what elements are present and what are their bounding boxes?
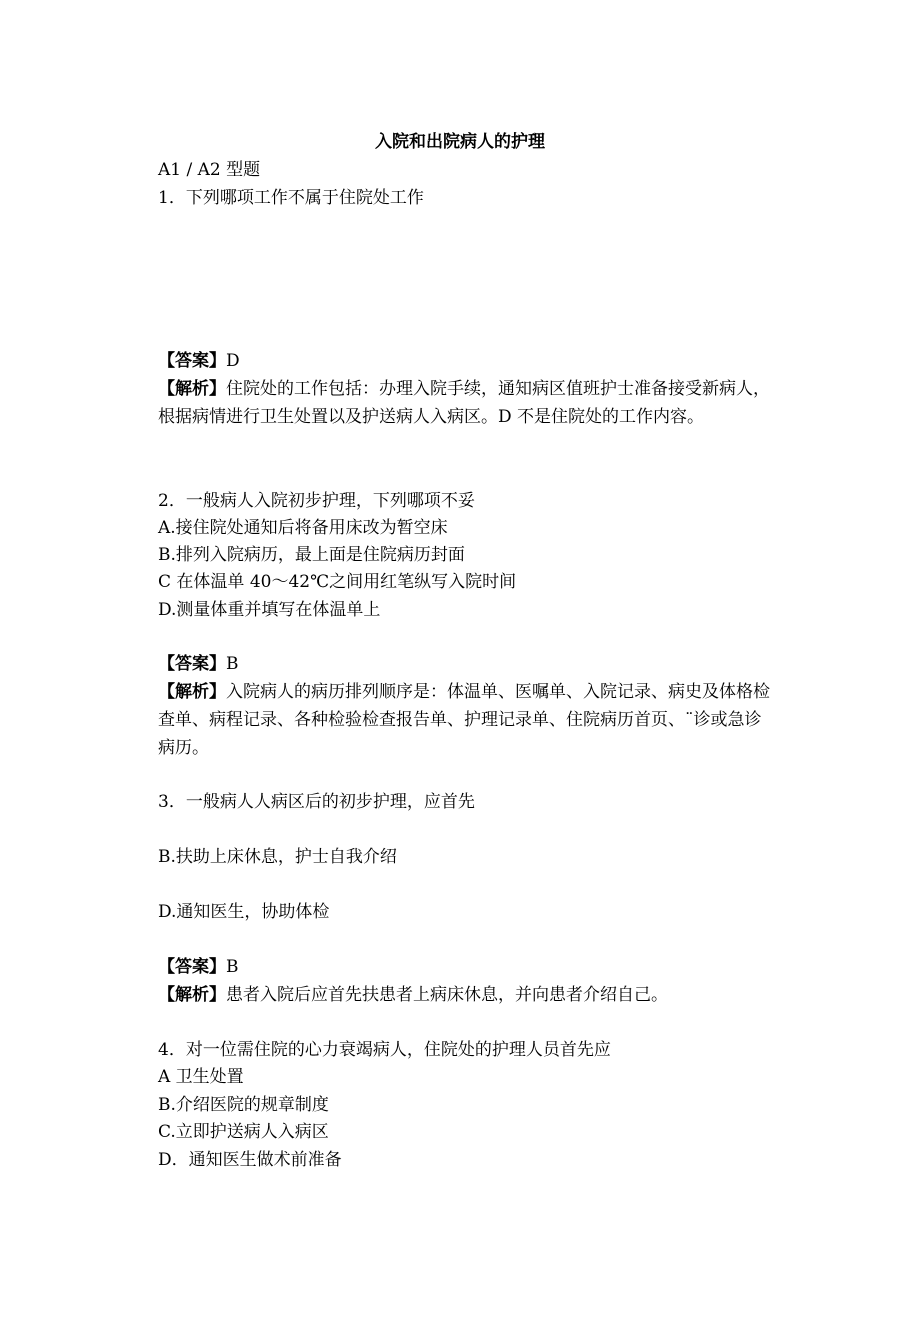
answer-1: [158, 347, 778, 375]
analysis-2: [158, 678, 778, 762]
option-3b: B.扶助上床休息，护士自我介绍: [158, 847, 397, 867]
option-2c: C 在体温单 40～42℃之间用红笔纵写入院时间: [158, 572, 517, 592]
answer-3: [158, 953, 778, 981]
option-4a: A 卫生处置: [158, 1067, 244, 1087]
analysis-text: 患者入院后应首先扶患者上病床休息，并向患者介绍自己。: [226, 985, 668, 1005]
analysis-1: [158, 375, 778, 431]
analysis-text: 入院病人的病历排列顺序是：体温单、医嘱单、入院记录、病史及体格检查单、病程记录、各种检验检查报告单、护理记录单、住院病历首页、¨诊或急诊病历。: [158, 682, 770, 758]
analysis-label: 【解析】: [158, 985, 226, 1005]
option-2a: A.接住院处通知后将备用床改为暂空床: [158, 518, 448, 538]
answer-label: 【答案】: [158, 654, 226, 674]
answer-value: B: [226, 957, 239, 977]
question-1: 1．下列哪项工作不属于住院处工作: [158, 188, 424, 208]
option-4c: C.立即护送病人入病区: [158, 1122, 329, 1142]
question-4: 4．对一位需住院的心力衰竭病人，住院处的护理人员首先应: [158, 1040, 611, 1060]
analysis-text: 住院处的工作包括：办理入院手续，通知病区值班护士准备接受新病人，根据病情进行卫生处置以及护送病人入病区。D 不是住院处的工作内容。: [158, 379, 770, 427]
analysis-3: [158, 981, 778, 1009]
answer-label: 【答案】: [158, 351, 226, 371]
question-3: 3．一般病人人病区后的初步护理，应首先: [158, 792, 475, 812]
question-2: 2．一般病人入院初步护理，下列哪项不妥: [158, 491, 475, 511]
option-2d: D.测量体重并填写在体温单上: [158, 600, 381, 620]
document-title: 入院和出院病人的护理: [375, 132, 545, 152]
answer-value: D: [226, 351, 240, 371]
option-3d: D.通知医生，协助体检: [158, 902, 330, 922]
option-2b: B.排列入院病历，最上面是住院病历封面: [158, 545, 465, 565]
analysis-label: 【解析】: [158, 682, 226, 702]
answer-value: B: [226, 654, 239, 674]
answer-label: 【答案】: [158, 957, 226, 977]
option-4b: B.介绍医院的规章制度: [158, 1095, 329, 1115]
analysis-label: 【解析】: [158, 379, 226, 399]
section-heading: A1 / A2 型题: [158, 160, 261, 180]
answer-2: [158, 650, 778, 678]
option-4d: D．通知医生做术前准备: [158, 1150, 342, 1170]
